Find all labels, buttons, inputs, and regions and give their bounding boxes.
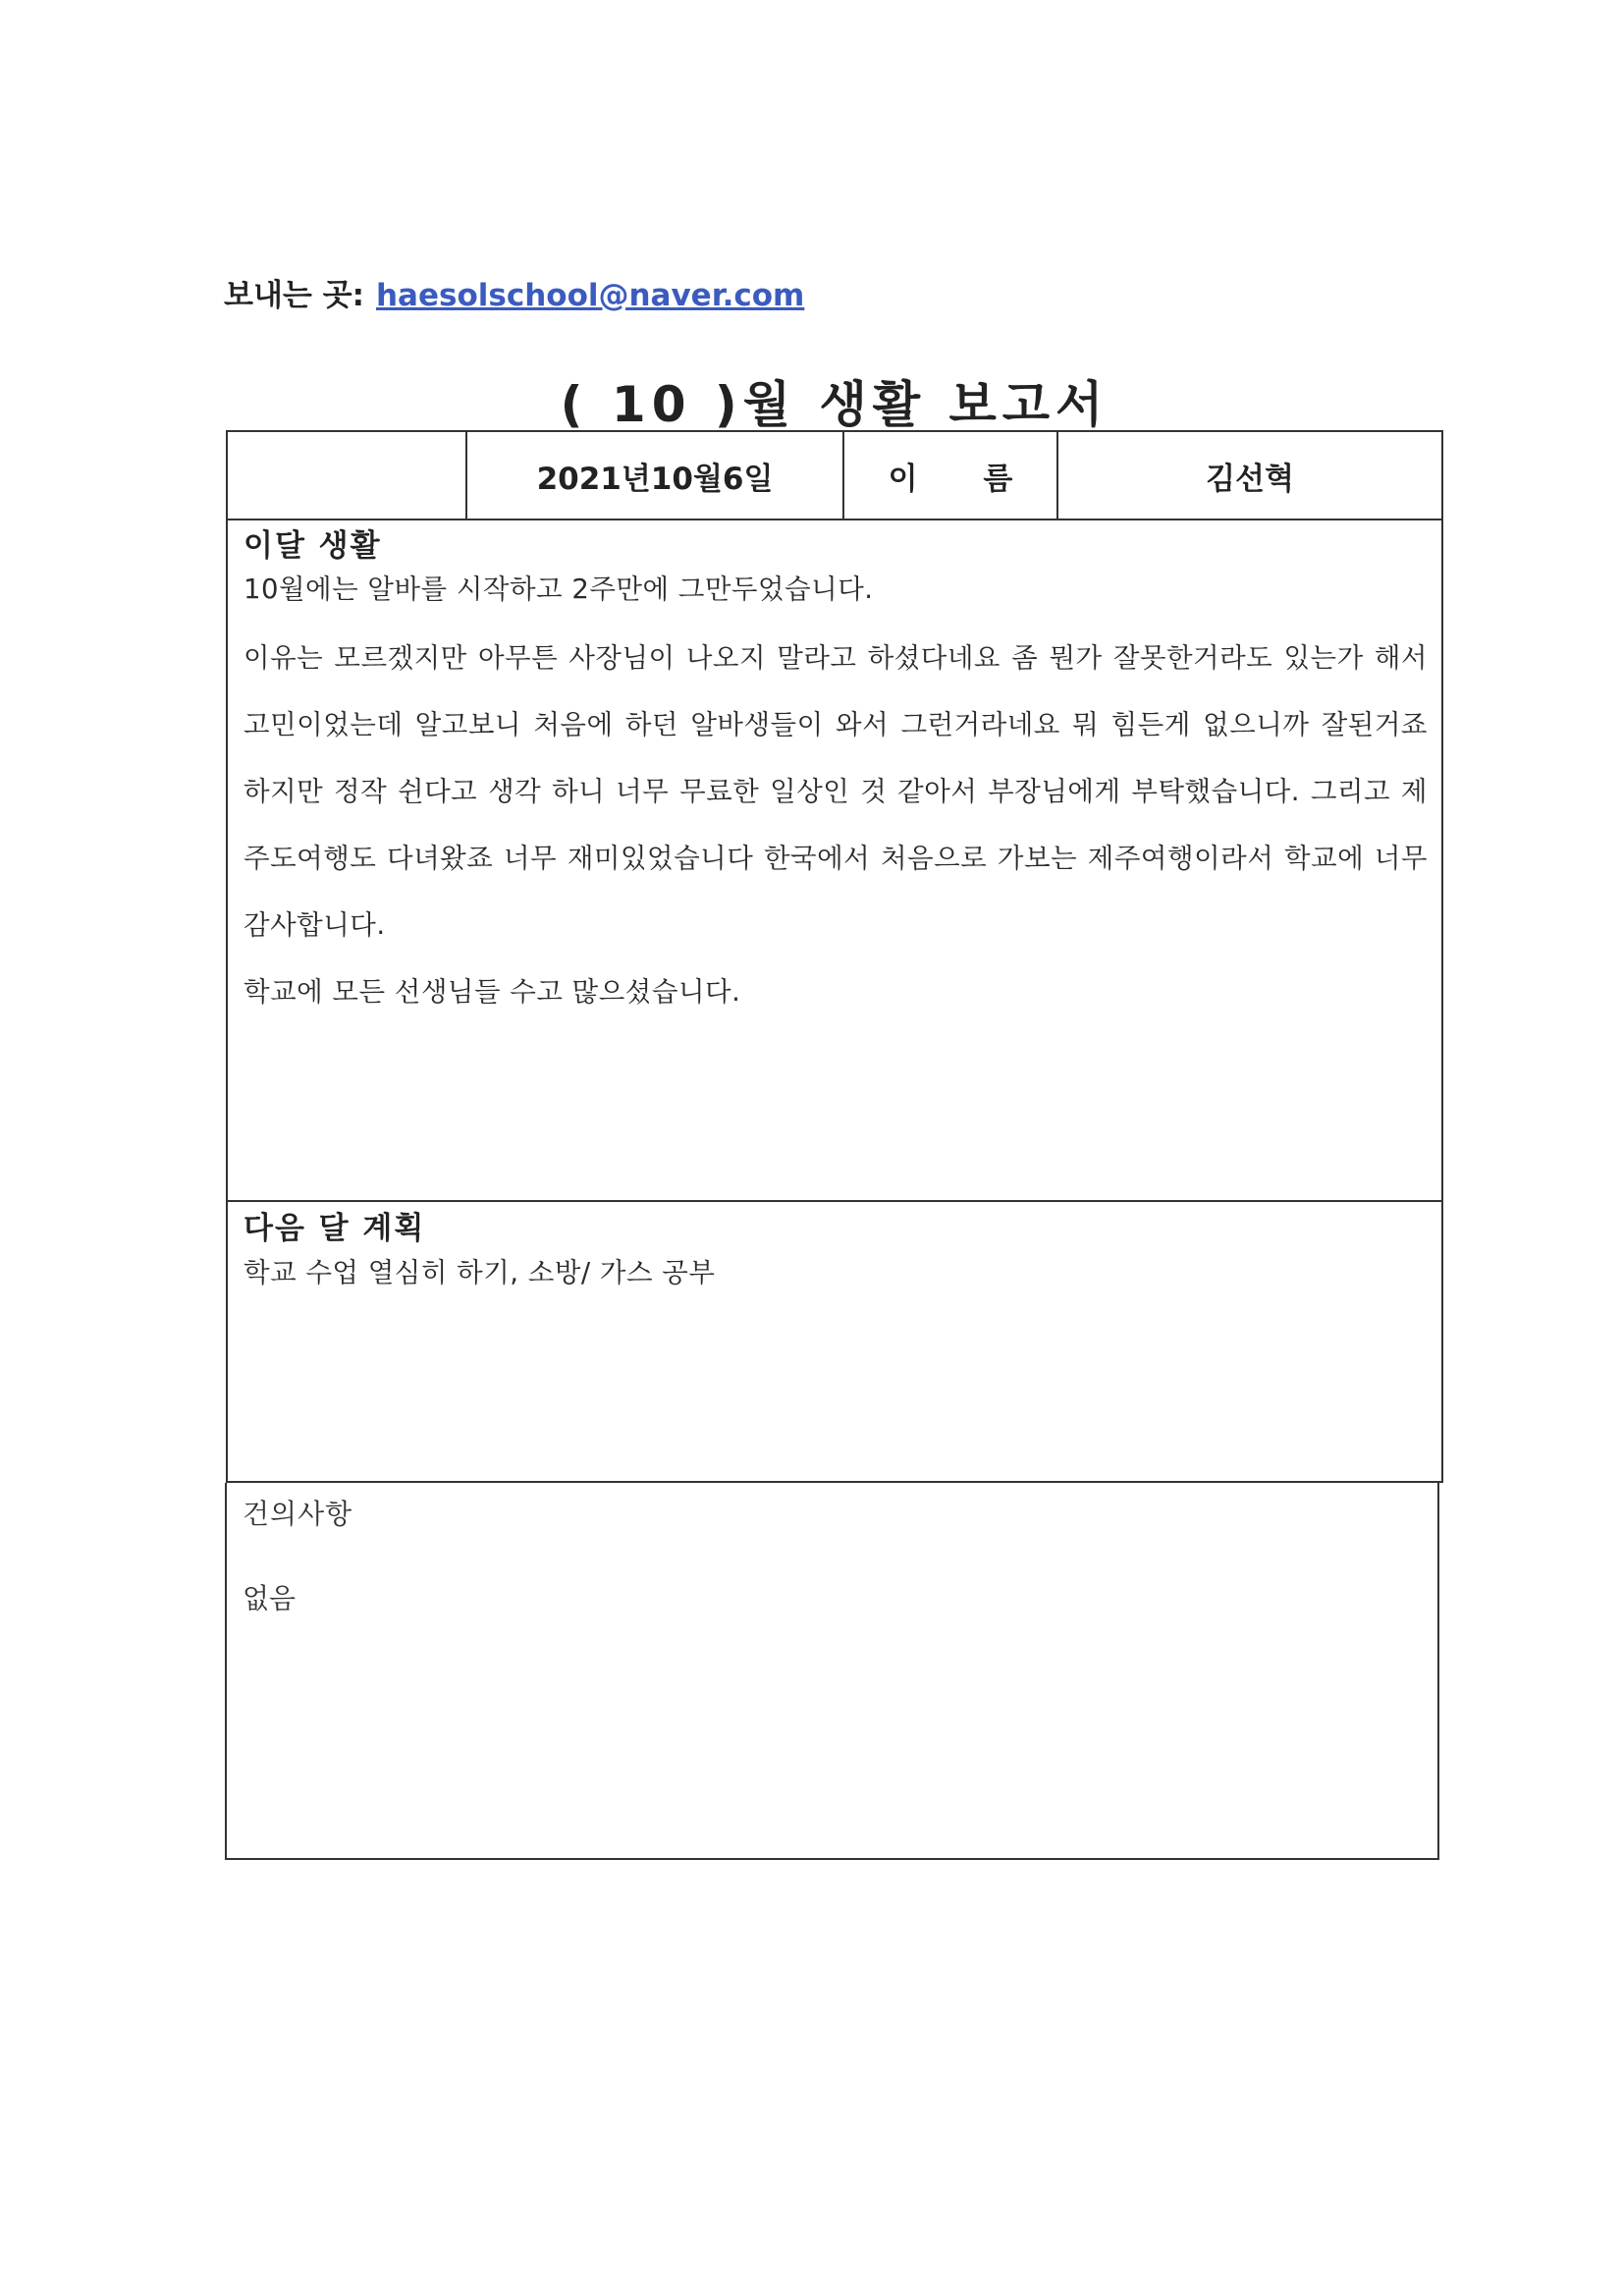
sender-label: 보내는 곳: (224, 278, 364, 313)
header-name-label: 이 름 (844, 432, 1058, 519)
sender-line (224, 270, 804, 314)
this-month-section (226, 520, 1443, 1202)
this-month-line1: 10월에는 알바를 시작하고 2주만에 그만두었습니다. (243, 574, 874, 605)
header-name-value: 김선혁 (1206, 461, 1294, 497)
sender-email-link[interactable]: haesolschool@naver.com (375, 278, 805, 313)
next-month-section (226, 1202, 1443, 1483)
next-month-plan: 학교 수업 열심히 하기, 소방/ 가스 공부 (243, 1257, 716, 1288)
suggestions-section (225, 1483, 1439, 1860)
suggestions-heading: 건의사항 (243, 1498, 353, 1530)
this-month-paragraph: 이유는 모르겠지만 아무튼 사장님이 나오지 말라고 하셨다네요 좀 뭔가 잘못한거라도 있는가 해서 고민이었는데 알고보니 처음에 하던 알바생들이 와서 그런거라네요 뭐 힘든게 없으니까 잘된거죠 하지만 정작 쉰다고 생각 하니 너무 무료한 일상인 것 같아서 부장님에게 부탁했습니다. 그리고 제주도여행도 다녀왔죠 너무 재미있었습니다 한국에서 처음으로 가보는 제주여행이라서 학교에 너무 감사합니다. (243, 642, 1428, 941)
header-date-cell: 2021년10월6일 (467, 432, 844, 519)
suggestions-content: 없음 (243, 1582, 297, 1614)
this-month-closing: 학교에 모든 선생님들 수고 많으셨습니다. (243, 976, 741, 1008)
this-month-heading: 이달 생활 (243, 528, 382, 564)
next-month-heading: 다음 달 계획 (243, 1211, 426, 1246)
header-blank-cell (228, 432, 467, 519)
header-table (226, 430, 1443, 520)
page-title: ( 10 )월 생활 보고서 (560, 376, 1109, 433)
